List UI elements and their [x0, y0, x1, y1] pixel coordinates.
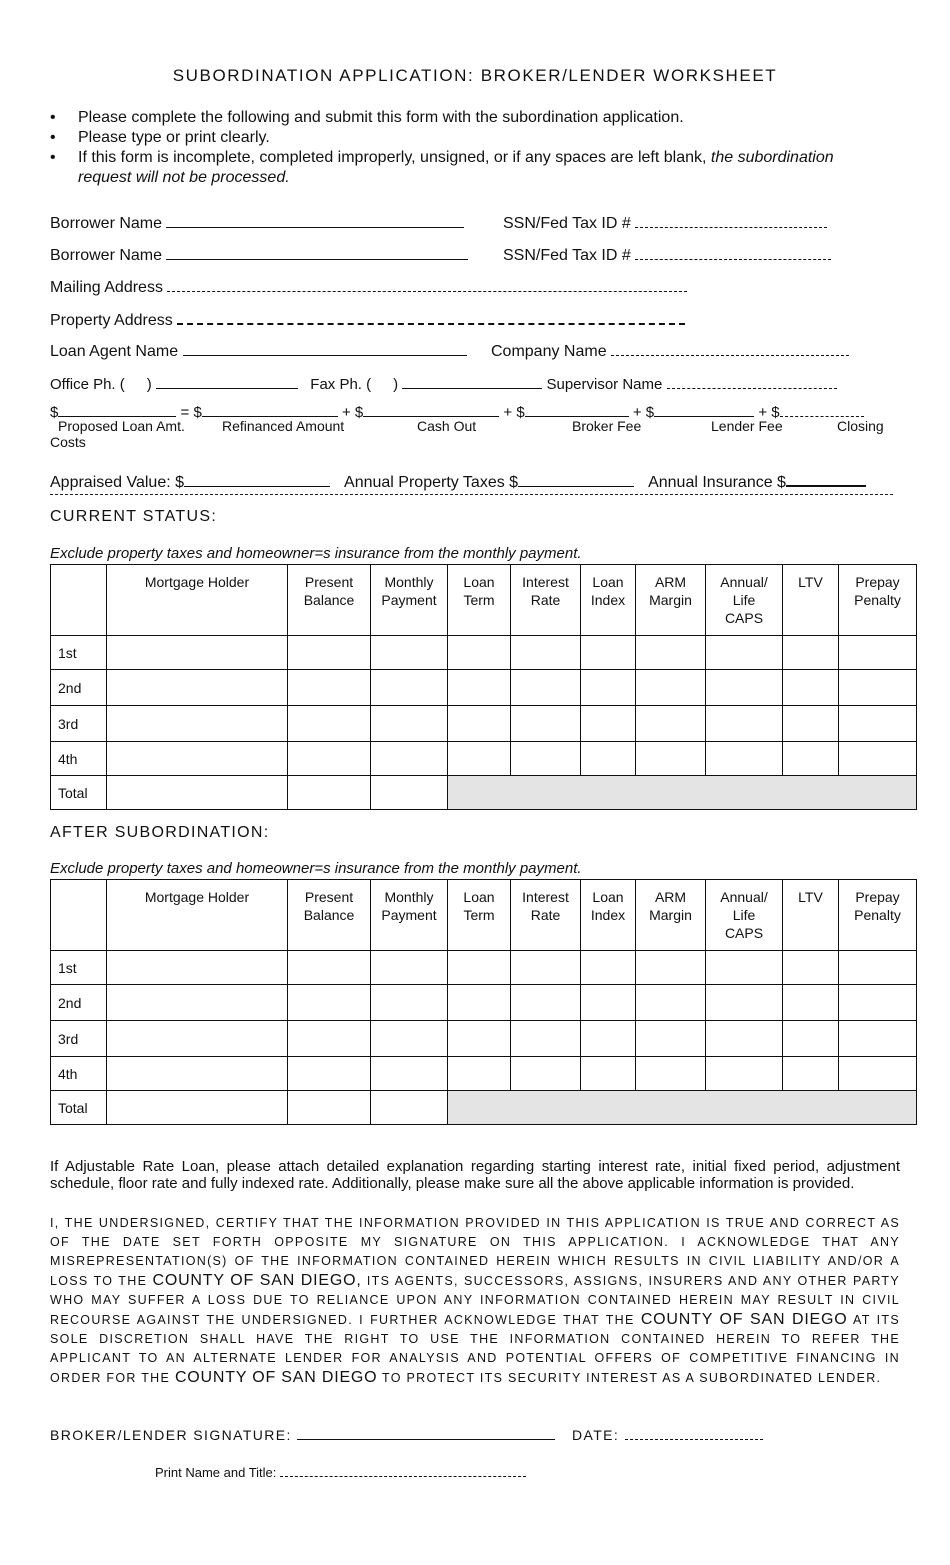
county-name: COUNTY OF SAN DIEGO — [174, 1369, 378, 1386]
table-cell[interactable] — [371, 742, 448, 776]
prepay-penalty-header: Prepay Penalty — [839, 880, 917, 951]
table-cell[interactable] — [581, 742, 636, 776]
after-subordination-note: Exclude property taxes and homeowner=s insurance from the monthly payment. — [50, 860, 582, 877]
table-cell[interactable] — [581, 1021, 636, 1057]
table-cell[interactable] — [288, 1057, 371, 1091]
table-cell[interactable] — [511, 1057, 581, 1091]
table-cell[interactable] — [371, 670, 448, 706]
table-cell[interactable] — [107, 1057, 288, 1091]
table-cell[interactable] — [107, 706, 288, 742]
table-row — [51, 951, 917, 985]
mailing-address-label: Mailing Address — [50, 279, 163, 296]
table-total-row — [51, 1091, 917, 1125]
row-label: 2nd — [51, 670, 107, 706]
office-phone-field[interactable] — [156, 373, 298, 389]
blank-header — [51, 565, 107, 636]
broker-fee-label: Broker Fee — [572, 418, 642, 434]
interest-rate-header: Interest Rate — [511, 880, 581, 951]
table-cell[interactable] — [783, 706, 839, 742]
table-cell[interactable] — [636, 951, 706, 985]
table-cell[interactable] — [636, 636, 706, 670]
arm-margin-header: ARM Margin — [636, 565, 706, 636]
table-cell[interactable] — [107, 1091, 288, 1125]
table-cell[interactable] — [511, 1021, 581, 1057]
table-cell[interactable] — [783, 636, 839, 670]
table-row — [51, 706, 917, 742]
row-label: Total — [51, 1091, 107, 1125]
current-status-table — [50, 564, 917, 810]
table-cell[interactable] — [636, 670, 706, 706]
table-cell[interactable] — [107, 636, 288, 670]
table-cell[interactable] — [371, 776, 448, 810]
signature-row — [50, 1424, 555, 1443]
closing-label: Closing — [837, 418, 884, 434]
row-label: 4th — [51, 1057, 107, 1091]
table-cell[interactable] — [783, 985, 839, 1021]
caps-header: Annual/ Life CAPS — [706, 880, 783, 951]
borrower-row-1 — [50, 212, 464, 233]
after-subordination-heading: AFTER SUBORDINATION: — [50, 824, 270, 841]
loan-term-header: Loan Term — [448, 565, 511, 636]
table-cell[interactable] — [706, 951, 783, 985]
table-cell[interactable] — [839, 742, 917, 776]
table-cell[interactable] — [706, 985, 783, 1021]
table-cell[interactable] — [511, 636, 581, 670]
current-status-heading: CURRENT STATUS: — [50, 508, 218, 525]
arm-margin-header: ARM Margin — [636, 880, 706, 951]
table-cell[interactable] — [371, 985, 448, 1021]
county-name: COUNTY OF SAN DIEGO — [640, 1311, 848, 1328]
form-title: SUBORDINATION APPLICATION: BROKER/LENDER WORKSHEET — [172, 66, 778, 85]
ltv-header: LTV — [783, 880, 839, 951]
instructions-list — [50, 108, 890, 188]
company-name-label: Company Name — [491, 343, 607, 360]
shaded-cell — [448, 776, 917, 810]
table-header-row — [51, 565, 917, 636]
loan-index-header: Loan Index — [581, 565, 636, 636]
table-cell[interactable] — [448, 1057, 511, 1091]
arm-explanation-note: If Adjustable Rate Loan, please attach detailed explanation regarding starting interest rate, initial fixed period, adjustment schedule, floor rate and fully indexed rate. Additionally, please make sure all the above applicable information is provided. — [50, 1158, 900, 1192]
table-cell[interactable] — [288, 1021, 371, 1057]
table-cell[interactable] — [636, 742, 706, 776]
table-row — [51, 1057, 917, 1091]
row-label: 2nd — [51, 985, 107, 1021]
date-field[interactable] — [625, 1424, 763, 1440]
proposed-loan-label: Proposed Loan Amt. — [58, 418, 185, 434]
date-label: DATE: — [572, 1427, 620, 1443]
ssn-field[interactable] — [635, 244, 831, 260]
refinanced-amount-label: Refinanced Amount — [222, 418, 345, 434]
lender-fee-field[interactable] — [654, 401, 754, 417]
ssn-row-1 — [503, 212, 827, 233]
annual-taxes-field[interactable] — [518, 471, 634, 487]
table-cell[interactable] — [371, 706, 448, 742]
mailing-address-field[interactable] — [167, 276, 687, 292]
table-cell[interactable] — [448, 670, 511, 706]
table-cell[interactable] — [448, 985, 511, 1021]
table-cell[interactable] — [839, 985, 917, 1021]
mortgage-holder-header: Mortgage Holder — [107, 565, 288, 636]
borrower-name-label: Borrower Name — [50, 215, 163, 232]
appraised-value-field[interactable] — [184, 471, 330, 487]
table-cell[interactable] — [107, 742, 288, 776]
row-label: 4th — [51, 742, 107, 776]
table-cell[interactable] — [783, 951, 839, 985]
company-name-row — [491, 340, 849, 361]
table-cell[interactable] — [706, 742, 783, 776]
table-cell[interactable] — [288, 1091, 371, 1125]
table-cell[interactable] — [706, 1021, 783, 1057]
loan-agent-row — [50, 340, 467, 361]
lender-fee-label: Lender Fee — [711, 418, 783, 434]
table-cell[interactable] — [581, 706, 636, 742]
ltv-header: LTV — [783, 565, 839, 636]
ssn-label: SSN/Fed Tax ID # — [503, 247, 631, 264]
refinanced-amount-field[interactable] — [202, 401, 338, 417]
table-cell[interactable] — [636, 1057, 706, 1091]
table-cell[interactable] — [511, 742, 581, 776]
table-cell[interactable] — [839, 636, 917, 670]
table-cell[interactable] — [288, 636, 371, 670]
supervisor-label: Supervisor Name — [546, 376, 663, 393]
table-cell[interactable] — [783, 742, 839, 776]
mailing-address-row — [50, 276, 687, 297]
prepay-penalty-header: Prepay Penalty — [839, 565, 917, 636]
row-label: 1st — [51, 951, 107, 985]
signature-field[interactable] — [297, 1424, 555, 1440]
table-cell[interactable] — [288, 670, 371, 706]
table-cell[interactable] — [107, 776, 288, 810]
table-cell[interactable] — [636, 1021, 706, 1057]
table-cell[interactable] — [783, 1021, 839, 1057]
supervisor-field[interactable] — [667, 373, 837, 389]
table-row — [51, 1021, 917, 1057]
loan-agent-label: Loan Agent Name — [50, 343, 179, 360]
certification-paragraph: I, THE UNDERSIGNED, CERTIFY THAT THE INFORMATION PROVIDED IN THIS APPLICATION IS TRUE AND CORRECT AS OF THE DATE SET FORTH OPPOSITE MY SIGNATURE ON THIS APPLICATION. I ACKNOWLEDGE THAT ANY MISREPRESENTATION(S) OF THE INFORMATION CONTAINED HEREIN WHICH RESULTS IN CIVIL LIABILITY AND/OR A LOSS TO THE COUNTY OF SAN DIEGO, ITS AGENTS, SUCCESSORS, ASSIGNS, INSURERS AND ANY OTHER PARTY WHO MAY SUFFER A LOSS DUE TO RELIANCE UPON ANY INFORMATION CONTAINED HEREIN MAY RESULT IN CIVIL RECOURSE AGAINST THE UNDERSIGNED. I FURTHER ACKNOWLEDGE THAT THE COUNTY OF SAN DIEGO AT ITS SOLE DISCRETION SHALL HAVE THE RIGHT TO USE THE INFORMATION CONTAINED HEREIN TO REFER THE APPLICANT TO AN ALTERNATE LENDER FOR ANALYSIS AND POTENTIAL OFFERS OF COMPETITIVE FINANCING IN ORDER FOR THE COUNTY OF SAN DIEGO TO PROTECT ITS SECURITY INTEREST AS A SUBORDINATED LENDER. — [50, 1216, 901, 1386]
after-subordination-table — [50, 879, 917, 1125]
table-header-row — [51, 880, 917, 951]
broker-fee-field[interactable] — [525, 401, 629, 417]
table-cell[interactable] — [448, 951, 511, 985]
ssn-label: SSN/Fed Tax ID # — [503, 215, 631, 232]
row-label: 1st — [51, 636, 107, 670]
table-cell[interactable] — [581, 951, 636, 985]
instruction-item: • If this form is incomplete, completed improperly, unsigned, or if any spaces are left blank, the subordination request will not be processed. — [50, 148, 890, 188]
appraised-value-label: Appraised Value: $ — [50, 474, 185, 491]
borrower-name-label: Borrower Name — [50, 247, 163, 264]
borrower-name-field[interactable] — [166, 212, 464, 228]
table-cell[interactable] — [839, 706, 917, 742]
table-cell[interactable] — [371, 1091, 448, 1125]
loan-term-header: Loan Term — [448, 880, 511, 951]
company-name-field[interactable] — [611, 340, 849, 356]
table-row — [51, 742, 917, 776]
signature-label: BROKER/LENDER SIGNATURE: — [50, 1427, 292, 1443]
table-cell[interactable] — [636, 985, 706, 1021]
table-cell[interactable] — [288, 706, 371, 742]
fax-phone-field[interactable] — [402, 373, 542, 389]
table-cell[interactable] — [839, 951, 917, 985]
borrower-row-2 — [50, 244, 468, 265]
table-cell[interactable] — [581, 985, 636, 1021]
table-cell[interactable] — [288, 742, 371, 776]
instruction-item: • Please complete the following and submit this form with the subordination application. — [50, 108, 890, 128]
phone-row: Office Ph. ( ) Fax Ph. ( ) Supervisor Name — [50, 373, 837, 393]
costs-label: Costs — [50, 434, 86, 450]
table-cell[interactable] — [706, 636, 783, 670]
caps-header: Annual/ Life CAPS — [706, 565, 783, 636]
borrower-name-field[interactable] — [166, 244, 468, 260]
county-name: COUNTY OF SAN DIEGO, — [152, 1272, 362, 1289]
annual-taxes-label: Annual Property Taxes $ — [344, 474, 519, 491]
present-balance-header: Present Balance — [288, 880, 371, 951]
table-cell[interactable] — [288, 985, 371, 1021]
table-cell[interactable] — [783, 670, 839, 706]
annual-insurance-field[interactable] — [786, 470, 866, 487]
shaded-cell — [448, 1091, 917, 1125]
office-phone-label: Office Ph. ( — [50, 376, 125, 393]
ssn-field[interactable] — [635, 212, 827, 228]
table-cell[interactable] — [839, 1021, 917, 1057]
cash-out-field[interactable] — [363, 401, 499, 417]
table-cell[interactable] — [581, 1057, 636, 1091]
table-cell[interactable] — [839, 1057, 917, 1091]
present-balance-header: Present Balance — [288, 565, 371, 636]
table-cell[interactable] — [706, 670, 783, 706]
amounts-row: $ = $ + $ + $ + $ + $ — [50, 401, 864, 421]
table-cell[interactable] — [288, 776, 371, 810]
table-cell[interactable] — [371, 1057, 448, 1091]
table-cell[interactable] — [636, 706, 706, 742]
table-cell[interactable] — [783, 1057, 839, 1091]
table-row — [51, 985, 917, 1021]
table-row — [51, 670, 917, 706]
print-name-field[interactable] — [280, 1463, 526, 1477]
row-label: 3rd — [51, 706, 107, 742]
instruction-warning: the subordination request will not be processed. — [78, 149, 834, 186]
table-total-row — [51, 776, 917, 810]
property-address-field[interactable] — [177, 308, 685, 325]
monthly-payment-header: Monthly Payment — [371, 880, 448, 951]
annual-insurance-label: Annual Insurance $ — [648, 474, 786, 491]
table-cell[interactable] — [448, 636, 511, 670]
table-cell[interactable] — [107, 1021, 288, 1057]
table-cell[interactable] — [706, 706, 783, 742]
closing-costs-field[interactable] — [780, 401, 864, 417]
table-cell[interactable] — [371, 951, 448, 985]
appraisal-row — [50, 470, 866, 492]
table-cell[interactable] — [511, 706, 581, 742]
current-status-note: Exclude property taxes and homeowner=s insurance from the monthly payment. — [50, 545, 582, 562]
property-address-row — [50, 308, 685, 330]
loan-index-header: Loan Index — [581, 880, 636, 951]
blank-header — [51, 880, 107, 951]
table-row — [51, 636, 917, 670]
table-cell[interactable] — [371, 1021, 448, 1057]
row-label: 3rd — [51, 1021, 107, 1057]
proposed-loan-field[interactable] — [58, 401, 176, 417]
instruction-item: • Please type or print clearly. — [50, 128, 890, 148]
section-divider — [50, 494, 893, 495]
table-cell[interactable] — [107, 985, 288, 1021]
table-cell[interactable] — [511, 985, 581, 1021]
row-label: Total — [51, 776, 107, 810]
table-cell[interactable] — [581, 636, 636, 670]
table-cell[interactable] — [448, 1021, 511, 1057]
cash-out-label: Cash Out — [417, 418, 477, 434]
ssn-row-2 — [503, 244, 831, 265]
interest-rate-header: Interest Rate — [511, 565, 581, 636]
table-cell[interactable] — [839, 670, 917, 706]
table-cell[interactable] — [371, 636, 448, 670]
fax-phone-label: Fax Ph. ( — [310, 376, 372, 393]
mortgage-holder-header: Mortgage Holder — [107, 880, 288, 951]
table-cell[interactable] — [511, 951, 581, 985]
table-cell[interactable] — [448, 742, 511, 776]
table-cell[interactable] — [706, 1057, 783, 1091]
date-row — [572, 1424, 763, 1443]
table-cell[interactable] — [581, 670, 636, 706]
print-name-row — [155, 1463, 526, 1480]
table-cell[interactable] — [511, 670, 581, 706]
print-name-label: Print Name and Title: — [155, 1465, 277, 1480]
monthly-payment-header: Monthly Payment — [371, 565, 448, 636]
property-address-label: Property Address — [50, 312, 173, 329]
table-cell[interactable] — [448, 706, 511, 742]
table-cell[interactable] — [288, 951, 371, 985]
table-cell[interactable] — [107, 951, 288, 985]
table-cell[interactable] — [107, 670, 288, 706]
loan-agent-field[interactable] — [183, 340, 467, 356]
